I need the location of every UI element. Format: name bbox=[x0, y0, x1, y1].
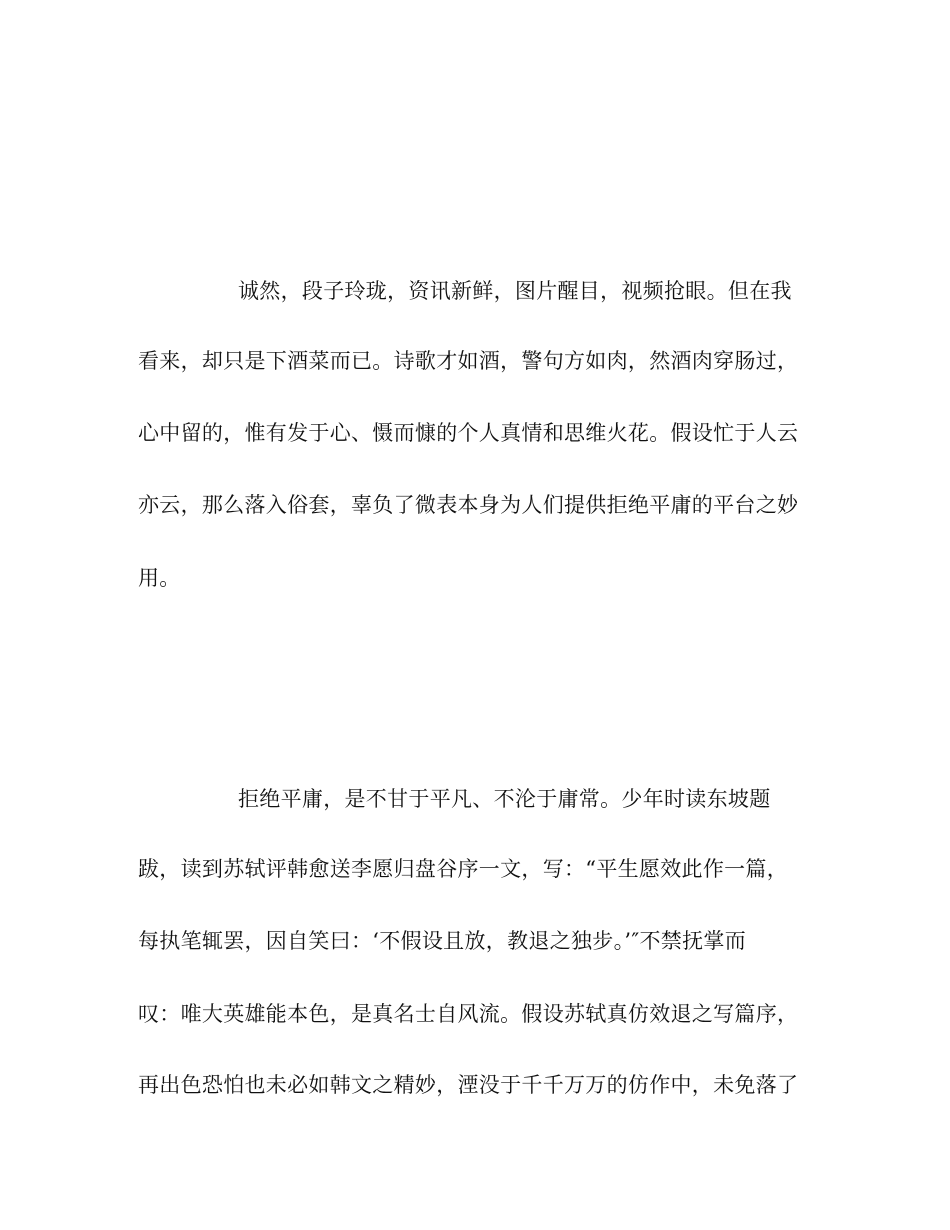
paragraph-1-line-2: 看来，却只是下酒菜而已。诗歌才如酒，警句方如肉，然酒肉穿肠过， bbox=[138, 349, 799, 373]
paragraph-2-line-1: 拒绝平庸，是不甘于平凡、不沦于庸常。少年时读东坡题 bbox=[238, 787, 771, 811]
paragraph-2-line-4: 叹：唯大英雄能本色，是真名士自风流。假设苏轼真仿效退之写篇序， bbox=[138, 1002, 799, 1026]
paragraph-2-line-3: 每执笔辄罢，因自笑曰：‘不假设且放，教退之独步。’″不禁抚掌而 bbox=[138, 929, 746, 953]
paragraph-2-line-5: 再出色恐怕也未必如韩文之精妙，湮没于千千万万的仿作中，未免落了 bbox=[138, 1073, 799, 1097]
paragraph-1-line-5: 用。 bbox=[138, 566, 181, 590]
paragraph-1-line-1: 诚然，段子玲珑，资讯新鲜，图片醒目，视频抢眼。但在我 bbox=[238, 279, 792, 303]
paragraph-2-line-2: 跋，读到苏轼评韩愈送李愿归盘谷序一文，写：“平生愿效此作一篇， bbox=[138, 857, 789, 881]
paragraph-1-line-4: 亦云，那么落入俗套，辜负了微表本身为人们提供拒绝平庸的平台之妙 bbox=[138, 493, 799, 517]
paragraph-1-line-3: 心中留的，惟有发于心、慑而慷的个人真情和思维火花。假设忙于人云 bbox=[138, 421, 799, 445]
